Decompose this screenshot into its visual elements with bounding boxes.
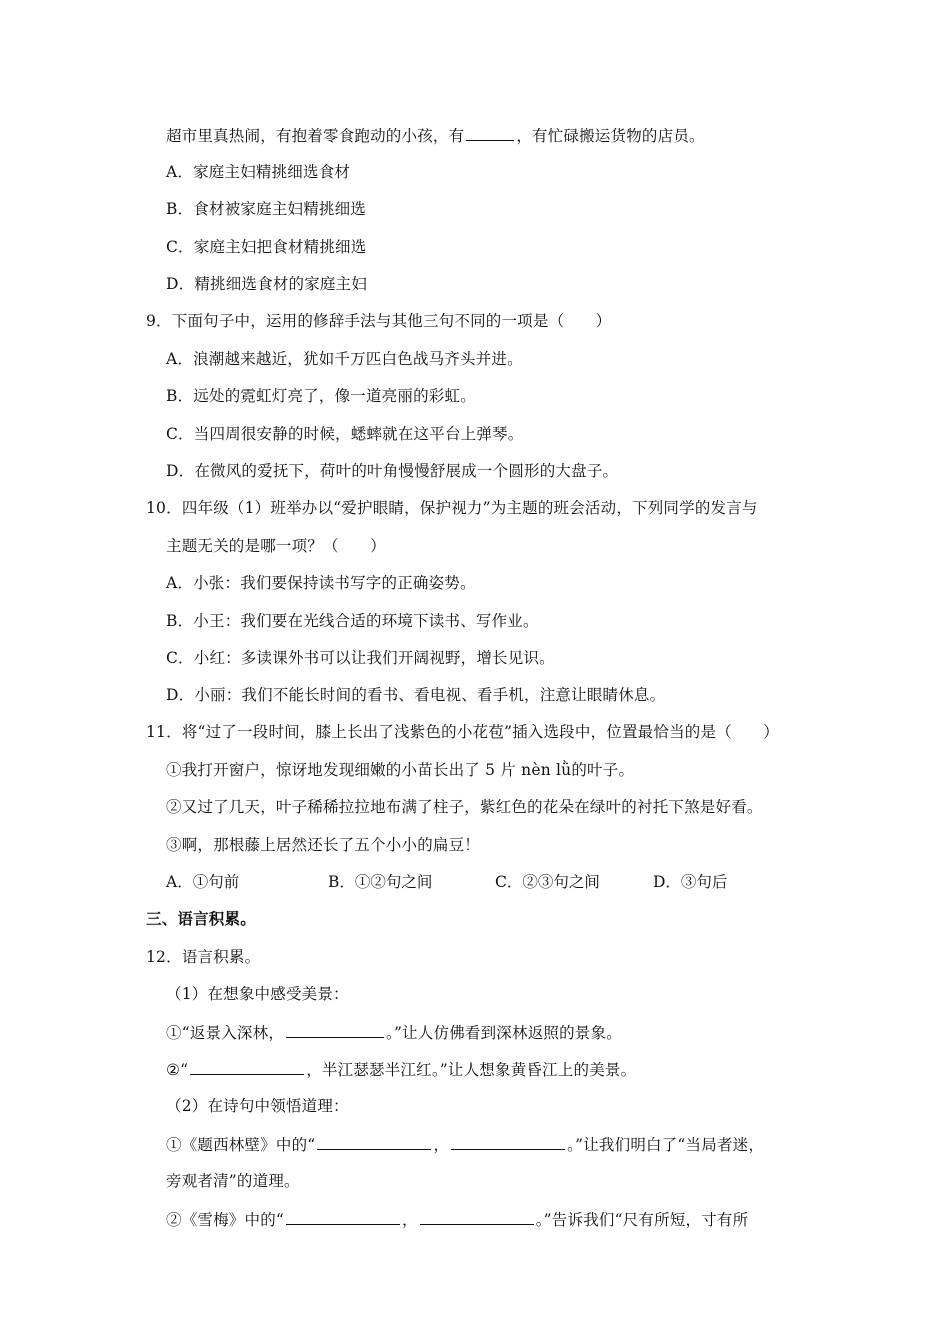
q9-option-d[interactable]: D．在微风的爱抚下，荷叶的叶角慢慢舒展成一个圆形的大盘子。 bbox=[166, 462, 619, 480]
q11-sentence-3: ③啊，那根藤上居然还长了五个小小的扁豆！ bbox=[166, 836, 481, 854]
section-3-title: 三、语言积累。 bbox=[146, 909, 256, 928]
q12-part-2-item-a-line1: ①《题西林壁》中的“ ， 。”让我们明白了“当局者迷， bbox=[166, 1133, 764, 1156]
q12-part-2-title: （2）在诗句中领悟道理： bbox=[166, 1097, 349, 1115]
q11-option-d[interactable]: D．③句后 bbox=[653, 873, 728, 891]
q12-part-1-item-b: ②“ ，半江瑟瑟半江红。”让人想象黄昏江上的美景。 bbox=[166, 1058, 636, 1081]
q12-part-2-item-b: ②《雪梅》中的“ ， 。”告诉我们“尺有所短，寸有所 bbox=[166, 1208, 748, 1231]
q11-option-a[interactable]: A．①句前 bbox=[166, 873, 240, 891]
q8-answer-blank[interactable] bbox=[466, 124, 514, 141]
q12-p1b-blank[interactable] bbox=[190, 1058, 304, 1075]
q11-sentence-1: ①我打开窗户，惊讶地发现细嫩的小苗长出了 5 片 nèn lǜ的叶子。 bbox=[166, 761, 635, 779]
q8-option-c[interactable]: C．家庭主妇把食材精挑细选 bbox=[166, 238, 367, 256]
q9-option-b[interactable]: B．远处的霓虹灯亮了，像一道亮丽的彩虹。 bbox=[166, 387, 476, 405]
q11-sentence-2: ②又过了几天，叶子稀稀拉拉地布满了柱子，紫红色的花朵在绿叶的衬托下煞是好看。 bbox=[166, 798, 763, 816]
q10-stem-line2: 主题无关的是哪一项？（ ） bbox=[166, 537, 386, 555]
q11-option-b[interactable]: B．①②句之间 bbox=[328, 873, 433, 891]
q12-stem: 12．语言积累。 bbox=[146, 948, 261, 966]
q11-stem: 11．将“过了一段时间，膝上长出了浅紫色的小花苞”插入选段中，位置最恰当的是（ ） bbox=[146, 723, 779, 741]
q11-options-row bbox=[166, 871, 786, 893]
q12-p2a-blank-2[interactable] bbox=[451, 1133, 565, 1150]
q9-option-c[interactable]: C．当四周很安静的时候，蟋蟀就在这平台上弹琴。 bbox=[166, 425, 524, 443]
q10-option-a[interactable]: A．小张：我们要保持读书写字的正确姿势。 bbox=[166, 574, 476, 592]
q12-p1a-blank[interactable] bbox=[286, 1021, 384, 1038]
q12-part-1-item-a: ①“返景入深林， 。”让人仿佛看到深林返照的景象。 bbox=[166, 1021, 622, 1044]
q11-option-c[interactable]: C．②③句之间 bbox=[495, 873, 600, 891]
q8-stem: 超市里真热闹，有抱着零食跑动的小孩，有 ，有忙碌搬运货物的店员。 bbox=[166, 124, 705, 147]
q8-option-d[interactable]: D．精挑细选食材的家庭主妇 bbox=[166, 275, 368, 293]
q8-option-a[interactable]: A．家庭主妇精挑细选食材 bbox=[166, 163, 351, 181]
q9-stem: 9．下面句子中，运用的修辞手法与其他三句不同的一项是（ ） bbox=[146, 312, 612, 330]
q12-part-2-item-a-line2: 旁观者清”的道理。 bbox=[166, 1172, 300, 1190]
q12-p2a-blank-1[interactable] bbox=[317, 1133, 431, 1150]
q12-p2b-blank-2[interactable] bbox=[420, 1208, 534, 1225]
q8-option-b[interactable]: B．食材被家庭主妇精挑细选 bbox=[166, 200, 366, 218]
q9-option-a[interactable]: A．浪潮越来越近，犹如千万匹白色战马齐头并进。 bbox=[166, 350, 523, 368]
q10-stem-line1: 10．四年级（1）班举办以“爱护眼睛，保护视力”为主题的班会活动，下列同学的发言与 bbox=[146, 499, 758, 517]
q10-option-d[interactable]: D．小丽：我们不能长时间的看书、看电视、看手机，注意让眼睛休息。 bbox=[166, 686, 666, 704]
q12-p2b-blank-1[interactable] bbox=[286, 1208, 400, 1225]
q10-option-b[interactable]: B．小王：我们要在光线合适的环境下读书、写作业。 bbox=[166, 612, 539, 630]
q10-option-c[interactable]: C．小红：多读课外书可以让我们开阔视野，增长见识。 bbox=[166, 649, 555, 667]
q12-part-1-title: （1）在想象中感受美景： bbox=[166, 985, 349, 1003]
